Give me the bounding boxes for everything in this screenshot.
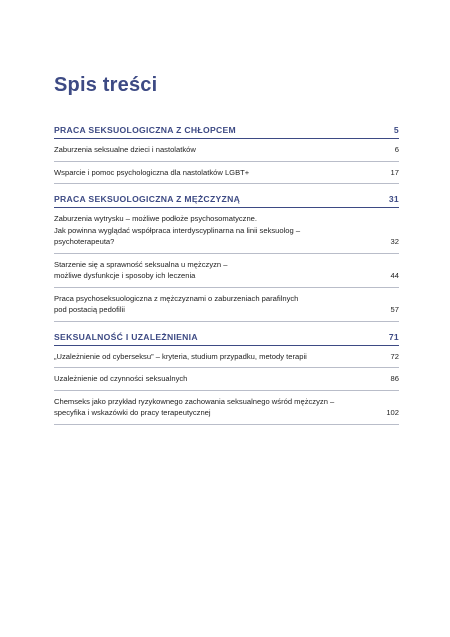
entry-page-number: 32: [390, 237, 399, 246]
entry-title-line: Wsparcie i pomoc psychologiczna dla nastolatków LGBT+: [54, 167, 250, 177]
entry-page-number: 86: [390, 374, 399, 383]
entry-title-line: Starzenie się a sprawność seksualna u mężczyzn –: [54, 259, 228, 269]
entry-title: [54, 373, 187, 385]
entry-page-number: 17: [390, 167, 399, 177]
section-page-number: 5: [393, 125, 399, 135]
entry-title-line: Jak powinna wyglądać współpraca interdyscyplinarna na linii seksuolog –: [54, 225, 301, 235]
toc-section: [54, 125, 399, 184]
section-page-number: 31: [388, 194, 399, 204]
toc-section: [54, 194, 399, 322]
entry-title-line: specyfika i wskazówki do pracy terapeutycznej: [54, 408, 211, 417]
entry-page-number: 72: [390, 351, 399, 361]
entry-title: [54, 167, 249, 179]
entry-title-line: Praca psychoseksuologiczna z mężczyznami o zaburzeniach parafilnych: [54, 293, 299, 303]
entry-title-line: Zaburzenia wytrysku – możliwe podłoże psychosomatyczne.: [54, 214, 258, 223]
entry-page-number: 57: [390, 305, 399, 314]
entry-page-number: 102: [386, 408, 399, 417]
entry-title-line: Uzależnienie od czynności seksualnych: [54, 374, 188, 383]
entry-title-line: „Uzależnienie od cyberseksu” – kryteria, studium przypadku, metody terapii: [54, 351, 307, 361]
entry-title-line: możliwe dysfunkcje i sposoby ich leczenia: [54, 271, 196, 280]
entry-title: [54, 144, 196, 156]
toc-entry[interactable]: [54, 346, 399, 369]
entry-title-line: psychoterapeuta?: [54, 237, 115, 246]
section-title: SEKSUALNOŚĆ I UZALEŻNIENIA: [54, 331, 198, 342]
toc-entry[interactable]: [54, 208, 399, 254]
page-title: Spis treści: [54, 74, 158, 96]
toc-entry[interactable]: [54, 288, 399, 322]
section-heading[interactable]: [54, 125, 399, 139]
section-page-number: 71: [388, 331, 399, 342]
toc-entry[interactable]: [54, 254, 399, 288]
entry-title: [54, 351, 307, 363]
entry-title: [54, 213, 300, 248]
toc-entry[interactable]: [54, 162, 399, 185]
section-heading[interactable]: [54, 194, 399, 208]
entry-title: [54, 293, 298, 316]
section-title: PRACA SEKSUOLOGICZNA Z MĘŻCZYZNĄ: [54, 194, 241, 204]
entry-title-line: pod postacią pedofilii: [54, 305, 125, 314]
toc-entry[interactable]: [54, 139, 399, 162]
entry-title-line: Zaburzenia seksualne dzieci i nastolatków: [54, 145, 196, 154]
toc-entry[interactable]: [54, 391, 399, 425]
entry-title: [54, 396, 334, 419]
entry-title: [54, 259, 227, 282]
section-title: PRACA SEKSUOLOGICZNA Z CHŁOPCEM: [54, 125, 236, 135]
entry-page-number: 44: [390, 271, 399, 280]
toc-entry[interactable]: [54, 368, 399, 391]
toc-section: [54, 332, 399, 425]
entry-page-number: 6: [394, 145, 399, 154]
entry-title-line: Chemseks jako przykład ryzykownego zachowania seksualnego wśród mężczyzn –: [54, 396, 335, 406]
section-heading[interactable]: [54, 332, 399, 346]
table-of-contents: [54, 125, 399, 425]
